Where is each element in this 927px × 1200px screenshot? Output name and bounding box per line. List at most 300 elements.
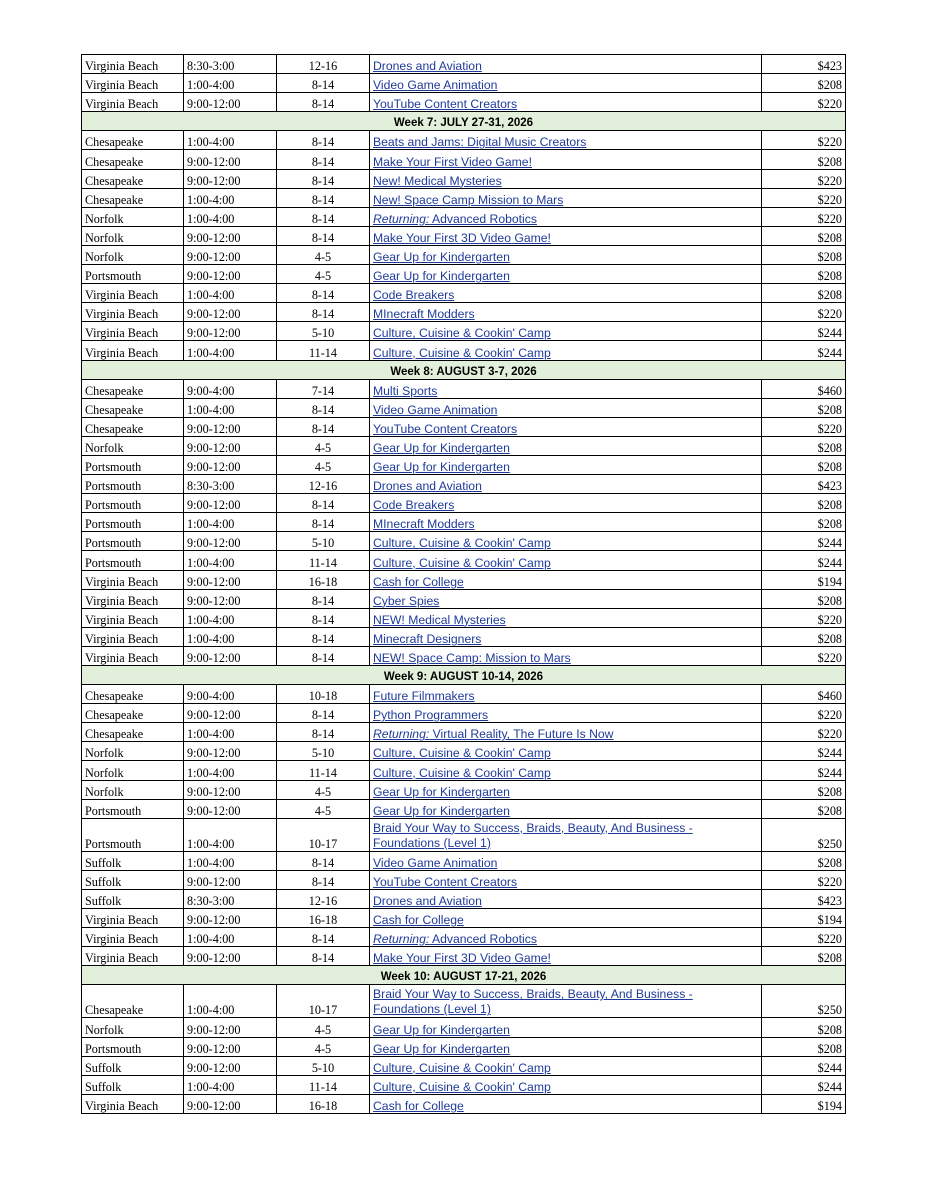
location-cell: Norfolk — [82, 245, 184, 264]
price-cell: $208 — [762, 513, 846, 532]
price-cell: $244 — [762, 532, 846, 551]
time-cell: 9:00-12:00 — [184, 417, 277, 436]
program-cell — [370, 589, 762, 608]
age-cell: 8-14 — [277, 646, 370, 665]
program-cell — [370, 909, 762, 928]
program-link-text: Virtual Reality, The Future Is Now — [429, 727, 614, 742]
program-link[interactable]: Make Your First 3D Video Game! — [373, 951, 551, 966]
program-link[interactable]: Drones and Aviation — [373, 479, 482, 494]
location-cell: Suffolk — [82, 870, 184, 889]
price-cell: $220 — [762, 704, 846, 723]
location-cell: Suffolk — [82, 1056, 184, 1075]
program-link[interactable]: Beats and Jams: Digital Music Creators — [373, 135, 587, 150]
price-cell: $208 — [762, 780, 846, 799]
age-cell: 8-14 — [277, 627, 370, 646]
location-cell: Virginia Beach — [82, 947, 184, 966]
program-link[interactable]: Make Your First Video Game! — [373, 154, 532, 169]
price-cell: $423 — [762, 889, 846, 908]
location-cell: Norfolk — [82, 761, 184, 780]
program-link[interactable]: Multi Sports — [373, 383, 438, 398]
location-cell: Virginia Beach — [82, 303, 184, 322]
price-cell: $244 — [762, 1075, 846, 1094]
age-cell: 8-14 — [277, 93, 370, 112]
program-cell — [370, 685, 762, 704]
time-cell: 1:00-4:00 — [184, 207, 277, 226]
program-link[interactable]: Cash for College — [373, 1098, 464, 1113]
table-row — [82, 284, 846, 303]
program-link[interactable]: Cash for College — [373, 913, 464, 928]
price-cell: $423 — [762, 475, 846, 494]
location-cell: Chesapeake — [82, 723, 184, 742]
location-cell: Suffolk — [82, 1075, 184, 1094]
time-cell: 1:00-4:00 — [184, 284, 277, 303]
price-cell: $244 — [762, 761, 846, 780]
table-row — [82, 226, 846, 245]
program-link[interactable]: Culture, Cuisine & Cookin' Camp — [373, 765, 551, 780]
program-cell — [370, 532, 762, 551]
program-link[interactable]: NEW! Space Camp: Mission to Mars — [373, 651, 571, 665]
returning-label: Returning: — [373, 211, 430, 226]
week-heading: Week 10: AUGUST 17-21, 2026 — [82, 966, 846, 985]
price-cell: $208 — [762, 627, 846, 646]
program-cell — [370, 799, 762, 818]
camp-schedule-table — [81, 54, 846, 1114]
program-link[interactable]: NEW! Medical Mysteries — [373, 612, 506, 627]
table-row — [82, 589, 846, 608]
price-cell: $208 — [762, 284, 846, 303]
table-row — [82, 417, 846, 436]
location-cell: Portsmouth — [82, 455, 184, 474]
location-cell: Chesapeake — [82, 417, 184, 436]
program-link[interactable]: Code Breakers — [373, 288, 455, 303]
age-cell: 5-10 — [277, 1056, 370, 1075]
location-cell: Suffolk — [82, 851, 184, 870]
program-link[interactable]: Future Filmmakers — [373, 689, 475, 704]
table-row — [82, 475, 846, 494]
table-row — [82, 1056, 846, 1075]
age-cell: 8-14 — [277, 131, 370, 150]
program-cell — [370, 303, 762, 322]
table-row — [82, 947, 846, 966]
program-cell — [370, 74, 762, 93]
week-header-row — [82, 666, 846, 685]
table-row — [82, 265, 846, 284]
program-link[interactable] — [373, 932, 537, 946]
price-cell: $220 — [762, 870, 846, 889]
age-cell: 8-14 — [277, 284, 370, 303]
time-cell: 9:00-12:00 — [184, 150, 277, 169]
program-link[interactable]: YouTube Content Creators — [373, 421, 518, 436]
time-cell: 8:30-3:00 — [184, 889, 277, 908]
program-cell — [370, 1037, 762, 1056]
age-cell: 4-5 — [277, 780, 370, 799]
time-cell: 1:00-4:00 — [184, 341, 277, 360]
age-cell: 8-14 — [277, 226, 370, 245]
time-cell: 1:00-4:00 — [184, 513, 277, 532]
price-cell: $220 — [762, 207, 846, 226]
program-cell — [370, 851, 762, 870]
time-cell: 9:00-12:00 — [184, 322, 277, 341]
price-cell: $208 — [762, 436, 846, 455]
price-cell: $423 — [762, 55, 846, 74]
age-cell: 12-16 — [277, 889, 370, 908]
table-row — [82, 723, 846, 742]
location-cell: Norfolk — [82, 207, 184, 226]
program-link[interactable]: Culture, Cuisine & Cookin' Camp — [373, 1060, 551, 1075]
program-cell — [370, 265, 762, 284]
program-cell — [370, 398, 762, 417]
location-cell: Virginia Beach — [82, 608, 184, 627]
program-cell — [370, 985, 762, 1018]
table-row — [82, 646, 846, 665]
age-cell: 16-18 — [277, 570, 370, 589]
program-cell — [370, 455, 762, 474]
program-cell — [370, 1056, 762, 1075]
age-cell: 16-18 — [277, 1094, 370, 1113]
program-cell — [370, 570, 762, 589]
age-cell: 4-5 — [277, 1037, 370, 1056]
time-cell: 1:00-4:00 — [184, 74, 277, 93]
program-cell — [370, 627, 762, 646]
table-row — [82, 742, 846, 761]
location-cell: Chesapeake — [82, 704, 184, 723]
table-row — [82, 1094, 846, 1113]
time-cell: 1:00-4:00 — [184, 627, 277, 646]
location-cell: Chesapeake — [82, 131, 184, 150]
table-row — [82, 928, 846, 947]
time-cell: 9:00-12:00 — [184, 265, 277, 284]
program-cell — [370, 780, 762, 799]
time-cell: 1:00-4:00 — [184, 188, 277, 207]
price-cell: $220 — [762, 723, 846, 742]
location-cell: Chesapeake — [82, 188, 184, 207]
location-cell: Virginia Beach — [82, 1094, 184, 1113]
program-cell — [370, 494, 762, 513]
location-cell: Norfolk — [82, 742, 184, 761]
location-cell: Portsmouth — [82, 265, 184, 284]
table-row — [82, 985, 846, 1018]
age-cell: 8-14 — [277, 303, 370, 322]
returning-label: Returning: — [373, 727, 430, 742]
location-cell: Virginia Beach — [82, 93, 184, 112]
age-cell: 8-14 — [277, 150, 370, 169]
time-cell: 9:00-4:00 — [184, 685, 277, 704]
age-cell: 4-5 — [277, 245, 370, 264]
location-cell: Norfolk — [82, 780, 184, 799]
price-cell: $208 — [762, 947, 846, 966]
table-row — [82, 150, 846, 169]
table-row — [82, 207, 846, 226]
age-cell: 5-10 — [277, 322, 370, 341]
price-cell: $220 — [762, 93, 846, 112]
table-row — [82, 245, 846, 264]
age-cell: 8-14 — [277, 513, 370, 532]
table-row — [82, 436, 846, 455]
program-cell — [370, 761, 762, 780]
time-cell: 9:00-12:00 — [184, 1094, 277, 1113]
program-cell — [370, 551, 762, 570]
location-cell: Chesapeake — [82, 685, 184, 704]
table-row — [82, 761, 846, 780]
program-cell — [370, 742, 762, 761]
age-cell: 8-14 — [277, 74, 370, 93]
program-cell — [370, 284, 762, 303]
program-link[interactable]: Gear Up for Kindergarten — [373, 250, 510, 265]
program-link-text: Advanced Robotics — [429, 932, 537, 947]
program-cell — [370, 169, 762, 188]
table-row — [82, 398, 846, 417]
price-cell: $220 — [762, 169, 846, 188]
time-cell: 9:00-12:00 — [184, 532, 277, 551]
price-cell: $208 — [762, 851, 846, 870]
location-cell: Virginia Beach — [82, 284, 184, 303]
time-cell: 1:00-4:00 — [184, 398, 277, 417]
program-cell — [370, 226, 762, 245]
price-cell: $208 — [762, 74, 846, 93]
program-link[interactable]: Cash for College — [373, 574, 464, 589]
program-link[interactable]: Gear Up for Kindergarten — [373, 803, 510, 818]
price-cell: $208 — [762, 494, 846, 513]
price-cell: $220 — [762, 608, 846, 627]
time-cell: 9:00-12:00 — [184, 93, 277, 112]
table-row — [82, 851, 846, 870]
age-cell: 8-14 — [277, 589, 370, 608]
table-row — [82, 889, 846, 908]
age-cell: 8-14 — [277, 207, 370, 226]
location-cell: Chesapeake — [82, 379, 184, 398]
program-link[interactable]: Culture, Cuisine & Cookin' Camp — [373, 746, 551, 761]
table-row — [82, 55, 846, 74]
location-cell: Virginia Beach — [82, 627, 184, 646]
camp-schedule-body — [82, 55, 846, 1114]
price-cell: $250 — [762, 818, 846, 851]
program-cell — [370, 1075, 762, 1094]
price-cell: $250 — [762, 985, 846, 1018]
table-row — [82, 608, 846, 627]
program-link[interactable]: Gear Up for Kindergarten — [373, 460, 510, 475]
price-cell: $208 — [762, 265, 846, 284]
location-cell: Virginia Beach — [82, 909, 184, 928]
age-cell: 11-14 — [277, 341, 370, 360]
time-cell: 9:00-12:00 — [184, 742, 277, 761]
table-row — [82, 909, 846, 928]
table-row — [82, 1075, 846, 1094]
price-cell: $220 — [762, 928, 846, 947]
time-cell: 9:00-4:00 — [184, 379, 277, 398]
program-link[interactable] — [373, 727, 613, 741]
program-cell — [370, 947, 762, 966]
location-cell: Chesapeake — [82, 169, 184, 188]
program-link[interactable]: Make Your First 3D Video Game! — [373, 230, 551, 245]
program-link[interactable]: MInecraft Modders — [373, 307, 475, 322]
age-cell: 10-17 — [277, 818, 370, 851]
time-cell: 1:00-4:00 — [184, 985, 277, 1018]
price-cell: $208 — [762, 1037, 846, 1056]
price-cell: $244 — [762, 742, 846, 761]
time-cell: 9:00-12:00 — [184, 494, 277, 513]
program-cell — [370, 150, 762, 169]
table-row — [82, 704, 846, 723]
program-cell — [370, 513, 762, 532]
price-cell: $208 — [762, 589, 846, 608]
program-link-text: Advanced Robotics — [429, 211, 537, 226]
program-link[interactable]: Gear Up for Kindergarten — [373, 440, 510, 455]
age-cell: 8-14 — [277, 928, 370, 947]
program-link[interactable]: Culture, Cuisine & Cookin' Camp — [373, 555, 551, 570]
program-link[interactable]: Culture, Cuisine & Cookin' Camp — [373, 326, 551, 341]
program-link[interactable]: YouTube Content Creators — [373, 874, 518, 889]
table-row — [82, 685, 846, 704]
program-link[interactable]: Gear Up for Kindergarten — [373, 1022, 510, 1037]
table-row — [82, 93, 846, 112]
location-cell: Virginia Beach — [82, 646, 184, 665]
week-heading: Week 7: JULY 27-31, 2026 — [82, 112, 846, 131]
program-link[interactable]: Culture, Cuisine & Cookin' Camp — [373, 1079, 551, 1094]
price-cell: $244 — [762, 322, 846, 341]
time-cell: 1:00-4:00 — [184, 928, 277, 947]
time-cell: 9:00-12:00 — [184, 245, 277, 264]
age-cell: 8-14 — [277, 398, 370, 417]
time-cell: 9:00-12:00 — [184, 704, 277, 723]
program-cell — [370, 646, 762, 665]
program-link[interactable]: Culture, Cuisine & Cookin' Camp — [373, 345, 551, 360]
price-cell: $460 — [762, 685, 846, 704]
program-link[interactable] — [373, 212, 537, 226]
program-link[interactable]: Gear Up for Kindergarten — [373, 269, 510, 284]
age-cell: 12-16 — [277, 475, 370, 494]
program-cell — [370, 818, 762, 851]
time-cell: 1:00-4:00 — [184, 723, 277, 742]
week-header-row — [82, 360, 846, 379]
location-cell: Suffolk — [82, 889, 184, 908]
program-link[interactable]: Braid Your Way to Success, Braids, Beauty, And Business - Foundations (Level 1) — [373, 987, 693, 1017]
program-cell — [370, 341, 762, 360]
time-cell: 9:00-12:00 — [184, 589, 277, 608]
age-cell: 8-14 — [277, 188, 370, 207]
location-cell: Portsmouth — [82, 513, 184, 532]
program-link[interactable]: Culture, Cuisine & Cookin' Camp — [373, 536, 551, 551]
table-row — [82, 818, 846, 851]
location-cell: Portsmouth — [82, 818, 184, 851]
time-cell: 8:30-3:00 — [184, 55, 277, 74]
program-link[interactable]: Minecraft Designers — [373, 631, 482, 646]
price-cell: $194 — [762, 570, 846, 589]
location-cell: Virginia Beach — [82, 74, 184, 93]
table-row — [82, 570, 846, 589]
age-cell: 7-14 — [277, 379, 370, 398]
program-cell — [370, 93, 762, 112]
age-cell: 11-14 — [277, 551, 370, 570]
price-cell: $194 — [762, 909, 846, 928]
time-cell: 8:30-3:00 — [184, 475, 277, 494]
time-cell: 1:00-4:00 — [184, 851, 277, 870]
price-cell: $208 — [762, 455, 846, 474]
program-link[interactable]: Drones and Aviation — [373, 894, 482, 909]
program-link[interactable]: Video Game Animation — [373, 855, 498, 870]
program-cell — [370, 417, 762, 436]
age-cell: 10-18 — [277, 685, 370, 704]
program-cell — [370, 928, 762, 947]
program-link[interactable]: New! Space Camp Mission to Mars — [373, 192, 564, 207]
age-cell: 8-14 — [277, 494, 370, 513]
location-cell: Portsmouth — [82, 551, 184, 570]
location-cell: Virginia Beach — [82, 322, 184, 341]
table-row — [82, 131, 846, 150]
program-cell — [370, 1018, 762, 1037]
program-link[interactable]: Braid Your Way to Success, Braids, Beauty, And Business - Foundations (Level 1) — [373, 820, 693, 850]
program-link[interactable]: Cyber Spies — [373, 593, 440, 608]
program-link[interactable]: New! Medical Mysteries — [373, 173, 502, 188]
table-row — [82, 1018, 846, 1037]
time-cell: 9:00-12:00 — [184, 870, 277, 889]
age-cell: 4-5 — [277, 436, 370, 455]
location-cell: Chesapeake — [82, 398, 184, 417]
program-cell — [370, 608, 762, 627]
age-cell: 16-18 — [277, 909, 370, 928]
age-cell: 8-14 — [277, 723, 370, 742]
location-cell: Norfolk — [82, 1018, 184, 1037]
location-cell: Portsmouth — [82, 475, 184, 494]
age-cell: 4-5 — [277, 1018, 370, 1037]
table-row — [82, 455, 846, 474]
time-cell: 1:00-4:00 — [184, 131, 277, 150]
age-cell: 8-14 — [277, 947, 370, 966]
program-cell — [370, 379, 762, 398]
program-link[interactable]: YouTube Content Creators — [373, 97, 518, 112]
week-heading: Week 9: AUGUST 10-14, 2026 — [82, 666, 846, 685]
table-row — [82, 780, 846, 799]
location-cell: Portsmouth — [82, 532, 184, 551]
age-cell: 10-17 — [277, 985, 370, 1018]
table-row — [82, 379, 846, 398]
age-cell: 12-16 — [277, 55, 370, 74]
program-cell — [370, 131, 762, 150]
price-cell: $244 — [762, 341, 846, 360]
time-cell: 1:00-4:00 — [184, 551, 277, 570]
program-link[interactable]: Drones and Aviation — [373, 59, 482, 74]
table-row — [82, 532, 846, 551]
returning-label: Returning: — [373, 932, 430, 947]
table-row — [82, 188, 846, 207]
price-cell: $220 — [762, 188, 846, 207]
program-link[interactable]: Gear Up for Kindergarten — [373, 1041, 510, 1056]
program-link[interactable]: Video Game Animation — [373, 402, 498, 417]
program-link[interactable]: Gear Up for Kindergarten — [373, 784, 510, 799]
time-cell: 9:00-12:00 — [184, 799, 277, 818]
time-cell: 9:00-12:00 — [184, 436, 277, 455]
age-cell: 5-10 — [277, 742, 370, 761]
program-link[interactable]: Video Game Animation — [373, 78, 498, 93]
program-link[interactable]: Python Programmers — [373, 708, 489, 723]
location-cell: Norfolk — [82, 436, 184, 455]
time-cell: 9:00-12:00 — [184, 226, 277, 245]
time-cell: 1:00-4:00 — [184, 608, 277, 627]
time-cell: 1:00-4:00 — [184, 1075, 277, 1094]
program-link[interactable]: MInecraft Modders — [373, 517, 475, 532]
age-cell: 11-14 — [277, 761, 370, 780]
location-cell: Virginia Beach — [82, 928, 184, 947]
program-link[interactable]: Code Breakers — [373, 498, 455, 513]
table-row — [82, 551, 846, 570]
price-cell: $460 — [762, 379, 846, 398]
program-cell — [370, 245, 762, 264]
location-cell: Portsmouth — [82, 799, 184, 818]
week-header-row — [82, 112, 846, 131]
price-cell: $220 — [762, 646, 846, 665]
time-cell: 9:00-12:00 — [184, 780, 277, 799]
week-heading: Week 8: AUGUST 3-7, 2026 — [82, 360, 846, 379]
table-row — [82, 303, 846, 322]
